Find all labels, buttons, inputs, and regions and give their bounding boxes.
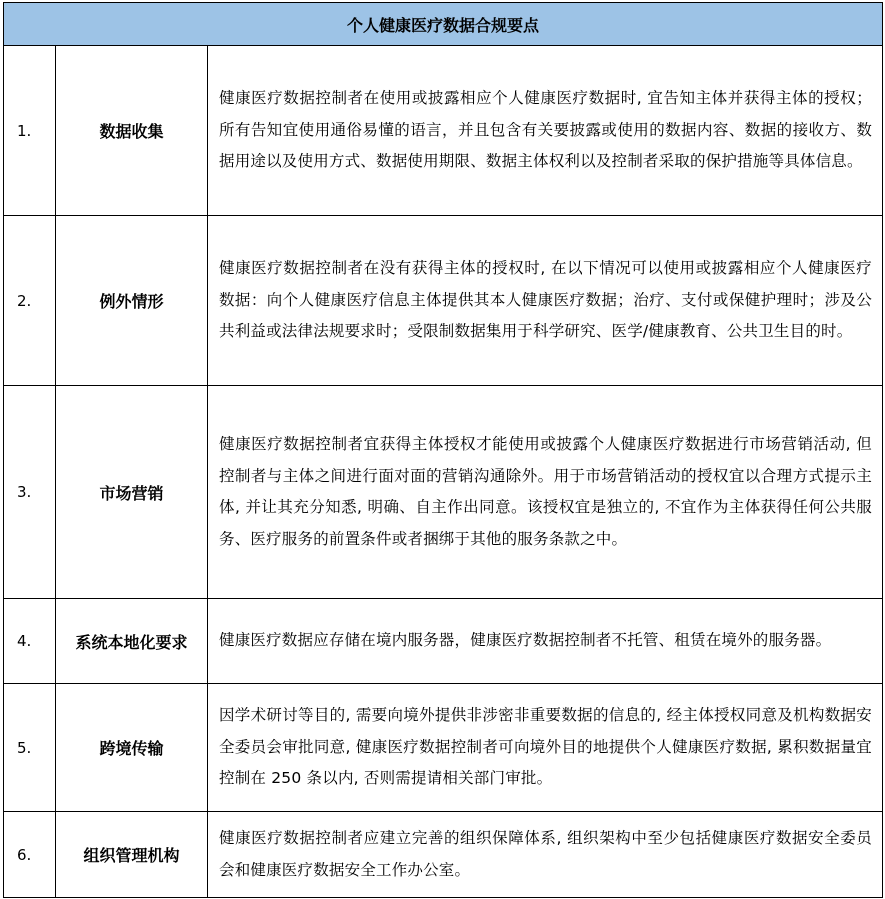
table-title: 个人健康医疗数据合规要点 (4, 3, 883, 46)
row-topic: 例外情形 (56, 216, 208, 386)
row-topic: 市场营销 (56, 386, 208, 599)
compliance-table (3, 2, 883, 898)
row-description: 健康医疗数据控制者应建立完善的组织保障体系, 组织架构中至少包括健康医疗数据安全委员会和健康医疗数据安全工作办公室。 (208, 812, 883, 898)
table-row (4, 684, 883, 812)
row-description: 健康医疗数据应存储在境内服务器，健康医疗数据控制者不托管、租赁在境外的服务器。 (208, 599, 883, 684)
row-topic: 系统本地化要求 (56, 599, 208, 684)
table-row (4, 216, 883, 386)
row-description: 健康医疗数据控制者在使用或披露相应个人健康医疗数据时, 宜告知主体并获得主体的授权；所有告知宜使用通俗易懂的语言，并且包含有关要披露或使用的数据内容、数据的接收方、数据用途以及使用方式、数据使用期限、数据主体权利以及控制者采取的保护措施等具体信息。 (208, 46, 883, 216)
row-topic: 数据收集 (56, 46, 208, 216)
row-topic: 组织管理机构 (56, 812, 208, 898)
row-description: 因学术研讨等目的, 需要向境外提供非涉密非重要数据的信息的, 经主体授权同意及机构数据安全委员会审批同意, 健康医疗数据控制者可向境外目的地提供个人健康医疗数据, 累积数据量宜控制在 250 条以内, 否则需提请相关部门审批。 (208, 684, 883, 812)
table-row (4, 812, 883, 898)
table-row (4, 599, 883, 684)
row-number: 4. (4, 599, 56, 684)
row-number: 5. (4, 684, 56, 812)
table-row (4, 386, 883, 599)
row-description: 健康医疗数据控制者在没有获得主体的授权时, 在以下情况可以使用或披露相应个人健康医疗数据：向个人健康医疗信息主体提供其本人健康医疗数据；治疗、支付或保健护理时；涉及公共利益或法律法规要求时；受限制数据集用于科学研究、医学/健康教育、公共卫生目的时。 (208, 216, 883, 386)
table-header-row (4, 3, 883, 46)
row-topic: 跨境传输 (56, 684, 208, 812)
row-description: 健康医疗数据控制者宜获得主体授权才能使用或披露个人健康医疗数据进行市场营销活动, 但控制者与主体之间进行面对面的营销沟通除外。用于市场营销活动的授权宜以合理方式提示主体, 并让其充分知悉, 明确、自主作出同意。该授权宜是独立的, 不宜作为主体获得任何公共服务、医疗服务的前置条件或者捆绑于其他的服务条款之中。 (208, 386, 883, 599)
row-number: 3. (4, 386, 56, 599)
row-number: 6. (4, 812, 56, 898)
row-number: 2. (4, 216, 56, 386)
row-number: 1. (4, 46, 56, 216)
table-row (4, 46, 883, 216)
